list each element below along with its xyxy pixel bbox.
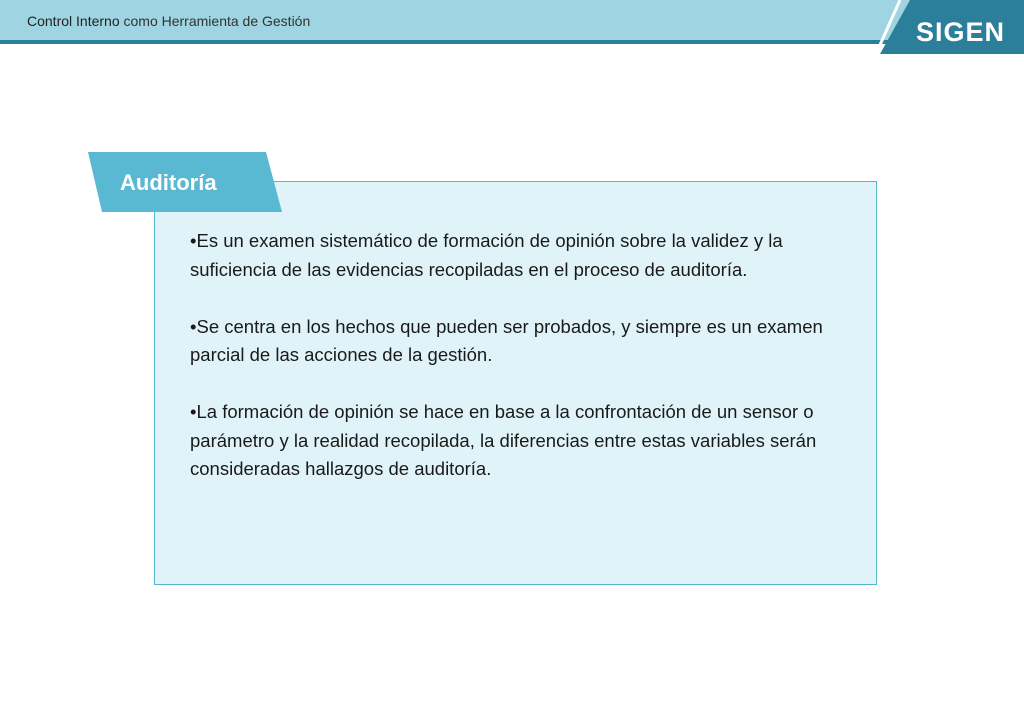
paragraph: •Es un examen sistemático de formación de opinión sobre la validez y la suficiencia de las evidencias recopiladas en el proceso de auditoría. bbox=[190, 230, 783, 280]
header-title-strong: Control Interno bbox=[27, 13, 120, 29]
header-title-rest: como Herramienta de Gestión bbox=[119, 13, 311, 29]
section-title: Auditoría bbox=[120, 170, 217, 195]
brand-text: SIGEN bbox=[916, 17, 1006, 47]
paragraph: •Se centra en los hechos que pueden ser probados, y siempre es un examen parcial de las acciones de la gestión. bbox=[190, 315, 823, 365]
sigen-logo bbox=[876, 0, 1024, 54]
header-title bbox=[27, 13, 310, 29]
header-accent-line bbox=[0, 40, 1024, 44]
paragraph: •La formación de opinión se hace en base a la confrontación de un sensor o parámetro y la realidad recopilada, la diferencias entre estas variables serán consideradas hallazgos de auditoría. bbox=[190, 401, 817, 479]
body-text bbox=[190, 227, 840, 512]
